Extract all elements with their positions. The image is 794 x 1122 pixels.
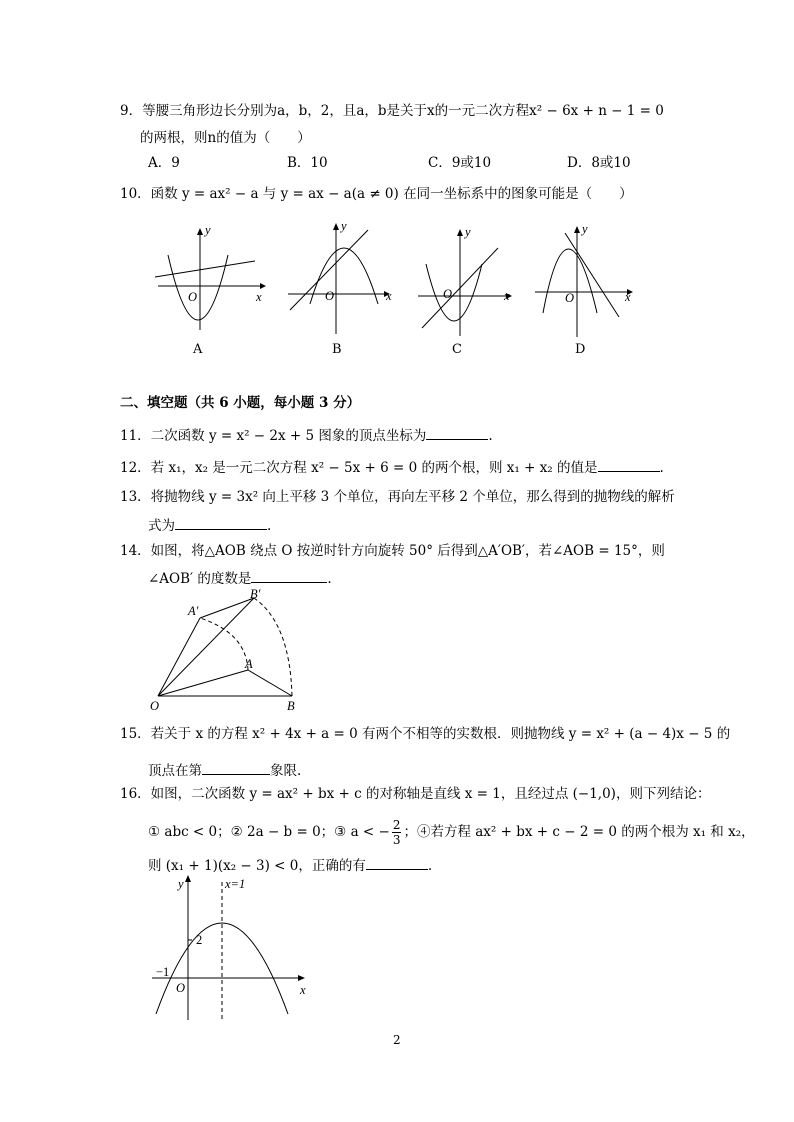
q16-axis-label: x=1 [225,877,246,891]
q10-d-y-label: y [582,222,588,236]
q16-label-two: 2 [196,933,203,947]
q9-option-a: A．9 [148,155,180,171]
q16-label-neg1: −1 [156,965,170,979]
q14-label-o: O [150,699,160,713]
q12-stem: 12．若 x₁，x₂ 是一元二次方程 x² − 5x + 6 = 0 的两个根，则 x₁ + x₂ 的值是 [120,460,598,476]
q16-end: . [427,858,433,874]
q16-label-o: O [176,981,186,995]
q10-d-x-label: x [625,290,631,304]
q16-line2 [148,818,755,848]
q14-label-b: B [287,699,295,713]
q15-answer-blank[interactable] [202,760,270,775]
q13-answer-blank[interactable] [175,515,267,530]
q14-line2 [148,568,332,589]
q10-d-origin: O [565,291,575,305]
q16-answer-blank[interactable] [366,855,428,870]
q11-text [120,425,493,446]
q10-a-y-label: y [205,223,211,237]
q15-stem: 顶点在第 [148,763,202,779]
q10-line1: 10．函数 y = ax² − a 与 y = ax − a(a ≠ 0) 在同一坐标系中的图象可能是（ ） [120,186,633,202]
q16-figure [148,872,318,1022]
q10-a-origin: O [188,290,198,304]
q16-stem: 则 (x₁ + 1)(x₂ − 3) < 0，正确的有 [148,858,366,874]
q15-line2 [148,760,301,781]
q11-answer-blank[interactable] [426,425,488,440]
q10-label-a: A [193,342,203,357]
q14-line1: 14．如图，将△AOB 绕点 O 按逆时针方向旋转 50° 后得到△A′OB′，若∠AOB = 15°，则 [120,543,665,559]
q10-c-x-label: x [504,289,510,303]
q10-a-x-label: x [256,290,262,304]
q13-stem: 式为 [148,518,175,534]
q14-label-a1: A′ [188,604,199,618]
q10-graph-b [288,219,408,332]
q10-c-y-label: y [465,225,471,239]
q10-graph-c [418,226,538,336]
q14-label-b1: B′ [250,587,261,601]
q10-graph-a [150,225,270,335]
q13-line1: 13．将抛物线 y = 3x² 向上平移 3 个单位，再向左平移 2 个单位，那么得到的抛物线的解析 [120,489,675,505]
q10-b-y-label: y [341,219,347,233]
q10-b-x-label: x [386,289,392,303]
q16-statements-b: ；④若方程 ax² + bx + c − 2 = 0 的两个根为 x₁ 和 x₂， [403,824,755,840]
q14-label-a: A [245,657,253,671]
q14-stem: ∠AOB′ 的度数是 [148,571,252,587]
q13-line2 [148,515,271,536]
q9-option-b: B．10 [287,155,328,171]
q16-x-label: x [300,983,306,997]
q14-answer-blank[interactable] [251,568,327,583]
q16-line1: 16．如图，二次函数 y = ax² + bx + c 的对称轴是直线 x = 1，且经过点 (−1,0)，则下列结论： [120,786,711,802]
q9-option-c: C．9或10 [428,155,492,171]
q10-b-origin: O [325,289,335,303]
q15-line1: 15．若关于 x 的方程 x² + 4x + a = 0 有两个不相等的实数根．则抛物线 y = x² + (a − 4)x − 5 的 [120,726,731,742]
q11-stem: 11．二次函数 y = x² − 2x + 5 图象的顶点坐标为 [120,428,427,444]
q9-option-d: D．8或10 [567,155,631,171]
q10-label-d: D [575,342,586,357]
q16-frac-den: 3 [392,833,401,847]
q15-end: 象限. [270,763,302,779]
q11-end: . [488,428,493,444]
q10-graph-d [535,222,655,335]
q16-statements-a: ① abc < 0；② 2a − b = 0；③ a < − [148,824,390,840]
q12-answer-blank[interactable] [598,457,660,472]
section-2-title: 二、填空题（共 6 小题，每小题 3 分） [120,395,361,411]
q16-y-label: y [178,877,184,891]
q14-figure [150,588,310,713]
q9-line2: 的两根，则n的值为（ ） [140,130,311,146]
q14-end: . [327,571,332,587]
q13-end: . [267,518,272,534]
q10-label-b: B [332,342,342,357]
q9-line1: 9．等腰三角形边长分别为a，b，2，且a，b是关于x的一元二次方程x² − 6x + n − 1 = 0 [120,103,664,119]
q16-fraction [392,818,402,847]
q12-end: . [659,460,664,476]
q12-text [120,457,664,478]
q10-label-c: C [452,342,462,357]
q16-frac-num: 2 [392,818,401,832]
page-number: 2 [393,1033,401,1047]
q10-c-origin: O [443,287,453,301]
